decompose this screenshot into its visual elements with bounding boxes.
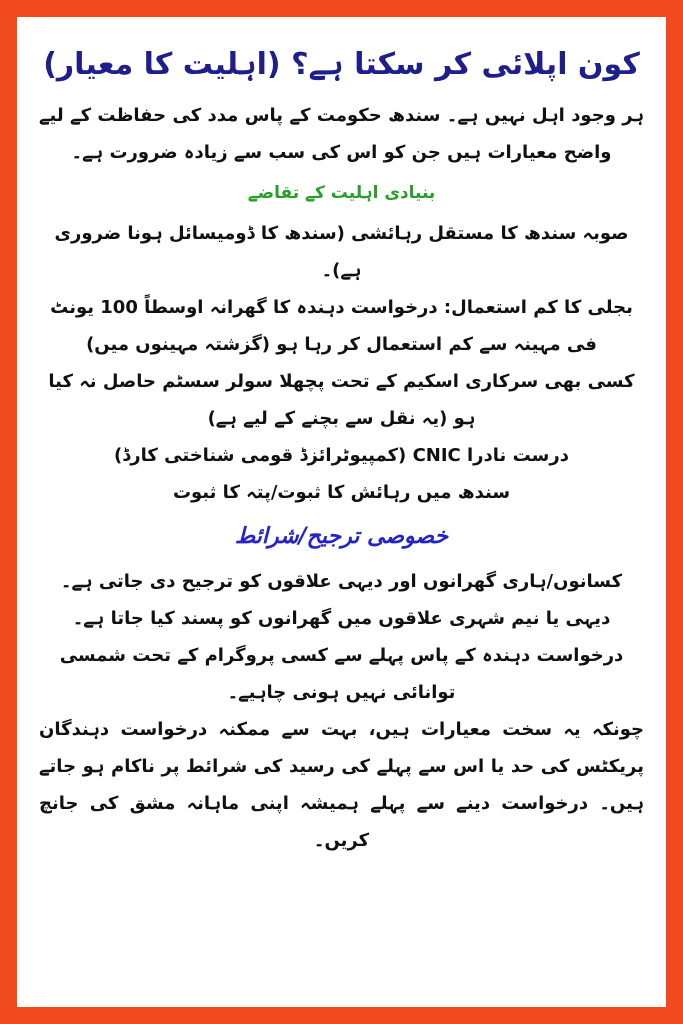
list-item: صوبہ سندھ کا مستقل رہائشی (سندھ کا ڈومیسائل ہونا ضروری ہے)۔ xyxy=(54,223,629,281)
list-item: دیہی یا نیم شہری علاقوں میں گھرانوں کو پسند کیا جاتا ہے۔ xyxy=(72,608,611,629)
basic-eligibility-list xyxy=(17,215,666,511)
special-preference-heading: خصوصی ترجیح/شرائط xyxy=(234,524,449,549)
page-title: کون اپلائی کر سکتا ہے؟ (اہلیت کا معیار) xyxy=(43,47,640,82)
list-item: بجلی کا کم استعمال: درخواست دہندہ کا گھرانہ اوسطاً 100 یونٹ فی مہینہ سے کم استعمال کر رہا ہو (گزشتہ مہینوں میں) xyxy=(50,297,633,355)
list-item: سندھ میں رہائش کا ثبوت/پتہ کا ثبوت xyxy=(172,482,511,503)
list-item: کسی بھی سرکاری اسکیم کے تحت پچھلا سولر سسٹم حاصل نہ کیا ہو (یہ نقل سے بچنے کے لیے ہے) xyxy=(48,371,635,429)
list-item: درست نادرا CNIC (کمپیوٹرائزڈ قومی شناختی کارڈ) xyxy=(114,445,569,466)
special-preference-list xyxy=(17,563,666,711)
intro-paragraph: ہر وجود اہل نہیں ہے۔ سندھ حکومت کے پاس مدد کی حفاظت کے لیے واضح معیارات ہیں جن کو اس کی سب سے زیادہ ضرورت ہے۔ xyxy=(39,105,644,163)
list-item: درخواست دہندہ کے پاس پہلے سے کسی پروگرام کے تحت شمسی توانائی نہیں ہونی چاہیے۔ xyxy=(59,645,624,703)
content-card xyxy=(17,17,666,1007)
basic-eligibility-heading: بنیادی اہلیت کے تقاضے xyxy=(247,183,436,203)
list-item: کسانوں/ہاری گھرانوں اور دیہی علاقوں کو ترجیح دی جاتی ہے۔ xyxy=(60,571,623,592)
closing-paragraph: چونکہ یہ سخت معیارات ہیں، بہت سے ممکنہ درخواست دہندگان پریکٹس کی حد یا اس سے پہلے کی رسید کی شرائط پر ناکام ہو جاتے ہیں۔ درخواست دینے سے پہلے ہمیشہ اپنی ماہانہ مشق کی جانچ کریں۔ xyxy=(39,719,644,851)
